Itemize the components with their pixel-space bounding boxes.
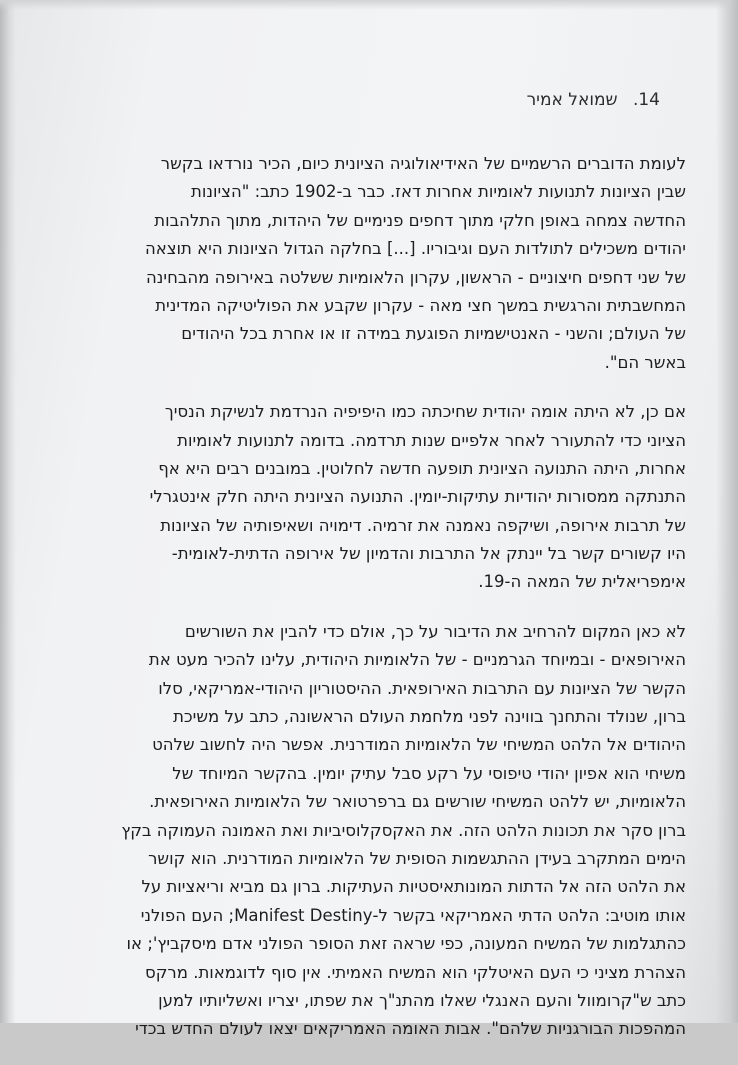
text-line: הלאומיות, יש ללהט המשיחי שורשים גם ברפרטואר של הלאומיות האירופאית. <box>149 792 686 812</box>
text-line: התנתקה ממסורות יהודיות עתיקות-יומין. התנועה הציונית היתה חלק אינטגרלי <box>149 487 686 507</box>
text-line: הציוני כדי להתעורר לאחר אלפיים שנות תרדמה. בדומה לתנועות לאומיות <box>177 430 686 450</box>
body-text <box>96 150 686 1065</box>
text-line: ברון סקר את תכונות הלהט הזה. את האקסקלוסיביות ואת האמונה העמוקה בקץ <box>121 820 686 840</box>
top-edge-shadow <box>0 0 738 10</box>
paragraph-2 <box>96 398 686 597</box>
text-line: של שני דחפים חיצוניים - הראשון, עקרון הלאומיות ששלטה באירופה מהבחינה <box>146 267 686 287</box>
text-line: אחרות, היתה התנועה הציונית תופעה חדשה לחלוטין. במובנים רבים היא אף <box>158 458 686 478</box>
page-edge <box>716 0 738 1023</box>
paragraph-1 <box>96 150 686 377</box>
text-line: יהודים משכילים לתולדות העם וגיבוריו. [...] בחלקה הגדול הציונות היא תוצאה <box>144 239 686 259</box>
text-line: ברון, שנולד והתחנך בווינה לפני מלחמת העולם הראשונה, כתב על משיכת <box>173 707 686 727</box>
running-title: שמואל אמיר <box>526 90 618 110</box>
running-head <box>470 90 660 110</box>
text-line: את הלהט הזה אל הדתות המונותאיסטיות העתיקות. ברון גם מביא וריאציות על <box>141 877 686 897</box>
text-line: של תרבות אירופה, ושיקפה נאמנה את זרמיה. דימויה ושאיפותיה של הציונות <box>160 515 686 535</box>
text-line: היו קשורים קשר בל יינתק אל התרבות והדמיון של אירופה הדתית-לאומית- <box>171 544 686 564</box>
text-line: משיחי הוא אפיון יהודי טיפוסי על רקע סבל עתיק יומין. בהקשר המיוחד של <box>172 763 686 783</box>
page-number: 14. <box>632 90 660 110</box>
text-line: כתב ש"קרומוול והעם האנגלי שאלו מהתנ"ך את שפתו, יצריו ואשליותיו למען <box>158 990 686 1010</box>
text-line: שבין הציונות לתנועות לאומיות אחרות דאז. כבר ב-1902 כתב: "הציונות <box>191 182 686 202</box>
text-line: לא כאן המקום להרחיב את הדיבור על כך, אולם כדי להבין את השורשים <box>184 621 686 641</box>
paragraph-3 <box>96 618 686 1044</box>
text-line: החדשה צמחה באופן חלקי מתוך דחפים פנימיים של היהדות, מתוך התלהבות <box>154 210 686 230</box>
text-line: המהפכות הבורגניות שלהם". אבות האומה האמריקאים יצאו לעולם החדש בכדי <box>135 1019 686 1039</box>
text-line: של העולם; והשני - האנטישמיות הפוגעת במידה זו או אחרת בכל היהודים <box>181 324 686 344</box>
text-line: לעומת הדוברים הרשמיים של האידיאולוגיה הציונית כיום, הכיר נורדאו בקשר <box>160 154 686 173</box>
text-line: הימים המתקרב בעידן ההתגשמות הסופית של הלאומיות המודרנית. הוא קושר <box>148 848 686 868</box>
text-line: כהתגלמות של המשיח המעונה, כפי שראה זאת הסופר הפולני אדם מיסקביץ'; או <box>126 934 686 954</box>
text-line: אימפריאלית של המאה ה-19. <box>478 572 686 592</box>
text-line: אותו מוטיב: הלהט הדתי האמריקאי בקשר ל-Manifest Destiny; העם הפולני <box>140 905 686 925</box>
text-line: אם כן, לא היתה אומה יהודית שחיכתה כמו היפיפיה הנרדמת לנשיקת הנסיך <box>164 402 686 422</box>
text-line: באשר הם". <box>604 352 686 372</box>
text-line: האירופאים - ובמיוחד הגרמניים - של הלאומיות היהודית, עלינו להכיר מעט את <box>148 650 686 670</box>
text-line: המחשבתית והרגשית במשך חצי מאה - עקרון שקבע את הפוליטיקה המדינית <box>155 295 686 315</box>
text-line: הצהרת מציני כי העם האיטלקי הוא המשיח האמיתי. אין סוף לדוגמאות. מרקס <box>145 962 686 982</box>
text-line: הקשר של הציונות עם התרבות האירופאית. ההיסטוריון היהודי-אמריקאי, סלו <box>158 678 686 698</box>
spine-shadow <box>0 0 16 1023</box>
text-line: היהודים אל הלהט המשיחי של הלאומיות המודרנית. אפשר היה לחשוב שלהט <box>152 735 686 755</box>
